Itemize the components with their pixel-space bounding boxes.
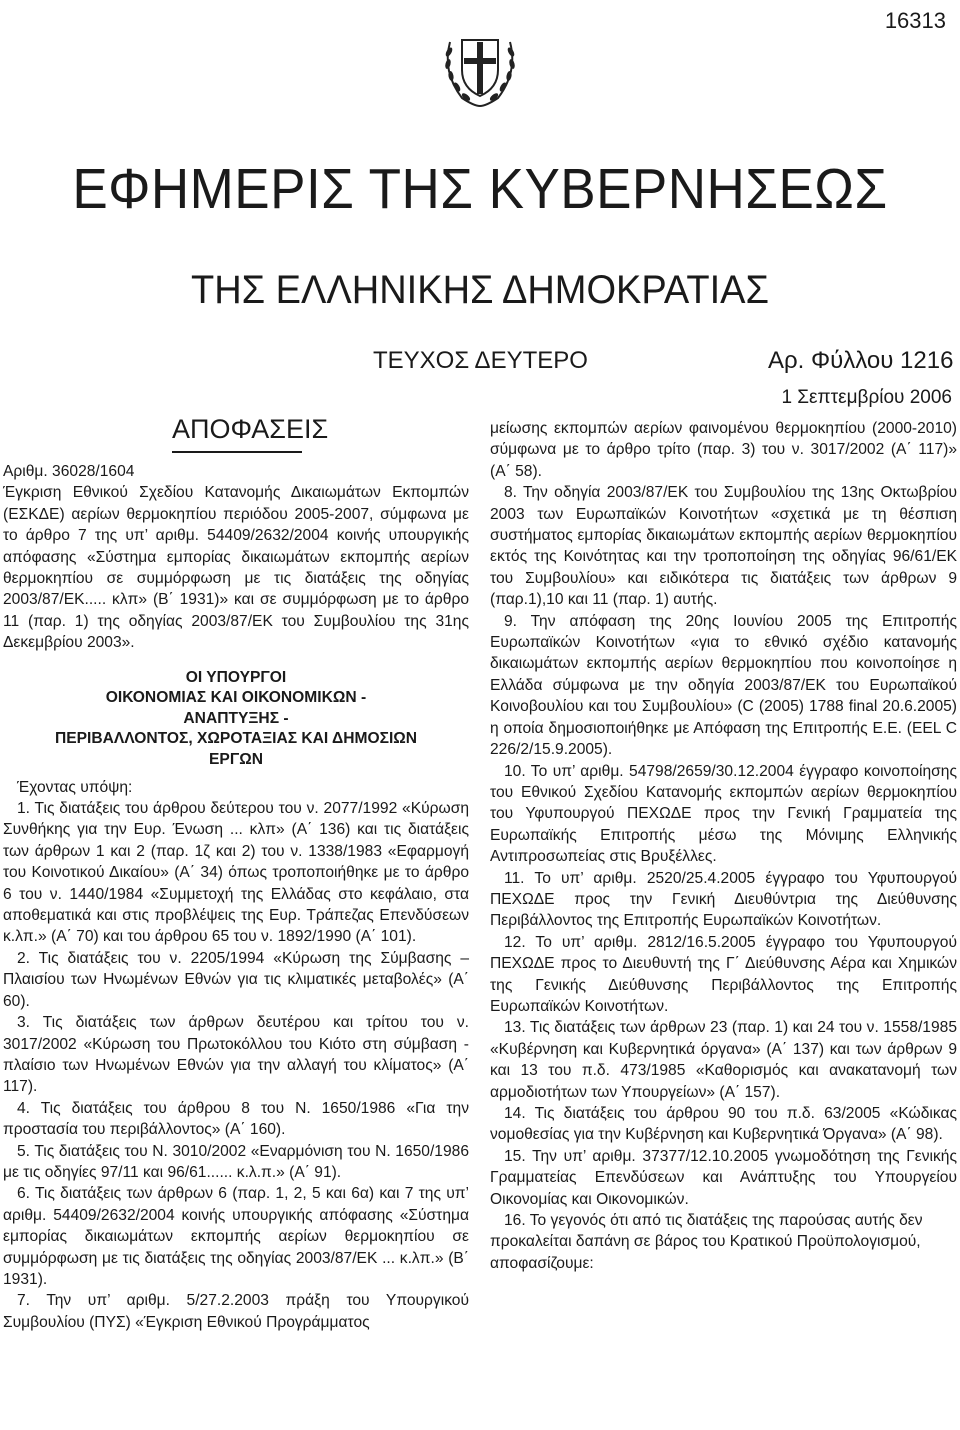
considering-label: Έχοντας υπόψη:	[17, 778, 133, 796]
right-column	[490, 418, 957, 1274]
decision-number: Αριθμ. 36028/1604	[3, 463, 135, 480]
left-column	[3, 461, 469, 1333]
considering-item: 6. Τις διατάξεις των άρθρων 6 (παρ. 1, 2, 5 και 6α) και 7 της υπ’ αριθμ. 54409/2632/2004 κοινής υπουργικής απόφασης «Σύστημα εμπορίας δικαιωμάτων εκπομπής αερίων θερμοκηπίου σε συμμόρφωση με τις διατάξεις της οδηγίας 2003/87/ΕΚ ... κ.λπ.» (Β΄ 1931).	[3, 1185, 469, 1288]
considering-item: 8. Την οδηγία 2003/87/ΕΚ του Συμβουλίου της 13ης Οκτωβρίου 2003 των Ευρωπαϊκών Κοινοτήτων «σχετικά με τη θέσπιση συστήματος εμπορίας δικαιωμάτων εκπομπής αερίων θερμοκηπίου εκτός της Κοινότητας και την τροποποίηση της οδηγίας 96/61/ΕΚ του Συμβουλίου» και ειδικότερα τις διατάξεις των άρθρων 9 (παρ.1),10 και 11 (παρ. 1) αυτής.	[490, 484, 957, 609]
considering-item: 7. Την υπ’ αριθμ. 5/27.2.2003 πράξη του Υπουργικού Συμβουλίου (ΠΥΣ) «Έγκριση Εθνικού Προγράμματος	[3, 1292, 469, 1331]
issue-date: 1 Σεπτεμβρίου 2006	[781, 387, 952, 408]
ministers-line: ΑΝΑΠΤΥΞΗΣ -	[183, 709, 289, 727]
ministers-line: ΠΕΡΙΒΑΛΛΟΝΤΟΣ, ΧΩΡΟΤΑΞΙΑΣ ΚΑΙ ΔΗΜΟΣΙΩΝ	[54, 730, 418, 748]
ministers-line: ΟΙ ΥΠΟΥΡΓΟΙ	[185, 668, 287, 686]
decision-title: Έγκριση Εθνικού Σχεδίου Κατανομής Δικαιωμάτων Εκπομπών (ΕΣΚΔΕ) αερίων θερμοκηπίου περιόδου 2005-2007, σύμφωνα με το άρθρο 7 της υπ’ αριθμ. 54409/2632/2004 κοινής υπουργικής απόφασης «Σύστημα εμπορίας δικαιωμάτων εκπομπής αερίων θερμοκηπίου σε συμμόρφωση με τις διατάξεις της οδηγίας 2003/87/ΕΚ..... κλπ» (Β΄ 1931)» και σε συμμόρφωση με το άρθρο 11 (παρ. 1) της οδηγίας 2003/87/ΕΚ του Συμβουλίου της 31ης Δεκεμβρίου 2003».	[3, 484, 469, 652]
considering-item: 5. Τις διατάξεις του Ν. 3010/2002 «Εναρμόνιση του Ν. 1650/1986 με τις οδηγίες 97/11 και 96/61...... κ.λ.π.» (Α΄ 91).	[3, 1142, 469, 1181]
considering-item: 3. Τις διατάξεις των άρθρων δευτέρου και τρίτου του ν. 3017/2002 «Κύρωση του Πρωτοκόλλου του Κιότο στη σύμβαση - πλαίσιο των Ηνωμένων Εθνών για την αλλαγή του κλίματος» (Α΄ 117).	[3, 1014, 469, 1096]
considering-item: 4. Τις διατάξεις του άρθρου 8 του Ν. 1650/1986 «Για την προστασία του περιβάλλοντος» (Α΄ 160).	[3, 1099, 469, 1139]
issue-series: ΤΕΥΧΟΣ ΔΕΥΤΕΡΟ	[373, 347, 588, 374]
considering-item: 16. Το γεγονός ότι από τις διατάξεις της παρούσας αυτής δεν προκαλείται δαπάνη σε βάρος του Κρατικού Προϋπολογισμού, αποφασίζουμε:	[490, 1212, 923, 1272]
ministers-block	[3, 668, 469, 771]
considering-item: 9. Την απόφαση της 20ης Ιουνίου 2005 της Επιτροπής Ευρωπαϊκών Κοινοτήτων «για το εθνικό σχέδιο κατανομής δικαιωμάτων εκπομπής αερίων θερμοκηπίου που κοινοποίησε η Ελλάδα σύμφωνα με την οδηγία 2003/87/ΕΚ του Ευρωπαϊκού Κοινοβουλίου και του Συμβουλίου» (C (2005) 1788 final 20.6.2005) η οποία δημοσιοποιήθηκε με Απόφαση της Επιτροπής Ε.Ε. (EEL C 226/2/15.9.2005).	[490, 612, 957, 759]
considering-item: 13. Τις διατάξεις των άρθρων 23 (παρ. 1) και 24 του ν. 1558/1985 «Κυβέρνηση και Κυβερνητικά όργανα» (Α΄ 137) και των άρθρων 9 και 13 του π.δ. 473/1985 «Καθορισμός και ανακατανομή των αρμοδιοτήτων των Υπουργείων» (Α΄ 157).	[490, 1019, 957, 1101]
considering-item: 2. Τις διατάξεις του ν. 2205/1994 «Κύρωση της Σύμβασης – Πλαισίου των Ηνωμένων Εθνών για τις κλιματικές μεταβολές» (Α΄ 60).	[3, 949, 469, 1010]
page-number: 16313	[884, 8, 946, 33]
masthead-subtitle: ΤΗΣ ΕΛΛΗΝΙΚΗΣ ΔΗΜΟΚΡΑΤΙΑΣ	[190, 268, 770, 312]
considering-item: 11. Το υπ’ αριθμ. 2520/25.4.2005 έγγραφο του Υφυπουργού ΠΕΧΩΔΕ προς την Γενική Διευθύντρια της Διεύθυνσης Περιβάλλοντος της Επιτροπής Ευρωπαϊκών Κοινοτήτων.	[490, 869, 957, 930]
section-heading: ΑΠΟΦΑΣΕΙΣ	[172, 414, 329, 444]
considering-item: 1. Τις διατάξεις του άρθρου δεύτερου του ν. 2077/1992 «Κύρωση Συνθήκης για την Ευρ. Ένωση ... κλπ» (Α΄ 136) και τις διατάξεις των άρθρων 1 και 2 (παρ. 1ζ και 2) του ν. 1338/1983 «Εφαρμογή του Κοινοτικού Δικαίου» (Α΄ 34) όπως τροποποιήθηκε με το άρθρο 6 του ν. 1440/1984 «Συμμετοχή της Ελλάδας στο κεφάλαιο, στα αποθεματικά και στις προβλέψεις της Ευρ. Τράπεζας Επενδύσεων κ.λπ.» (Α΄ 70) και του άρθρου 65 του ν. 1892/1990 (Α΄ 101).	[3, 800, 469, 946]
ministers-line: ΕΡΓΩΝ	[209, 751, 263, 769]
considering-item: 15. Την υπ’ αριθμ. 37377/12.10.2005 γνωμοδότηση της Γενικής Γραμματείας Επενδύσεων και Ανάπτυξης του Υπουργείου Οικονομίας και Οικονομικών.	[490, 1147, 957, 1208]
greek-coat-of-arms-icon	[430, 22, 530, 112]
ministers-line: ΟΙΚΟΝΟΜΙΑΣ ΚΑΙ ΟΙΚΟΝΟΜΙΚΩΝ -	[105, 689, 367, 707]
considering-item: μείωσης εκπομπών αερίων φαινομένου θερμοκηπίου (2000-2010) σύμφωνα με το άρθρο τρίτο (παρ. 3) του ν. 3017/2002 (Α΄ 117)» (Α΄ 58).	[490, 420, 957, 480]
issue-number: Αρ. Φύλλου 1216	[768, 347, 954, 374]
considering-item: 12. Το υπ’ αριθμ. 2812/16.5.2005 έγγραφο του Υφυπουργού ΠΕΧΩΔΕ προς το Διευθυντή της Γ΄ Διεύθυνσης Αέρα και Χημικών της Γενικής Διεύθυνσης Περιβάλλοντος της Επιτροπής Ευρωπαϊκών Κοινοτήτων.	[490, 933, 957, 1015]
considering-item: 10. Το υπ’ αριθμ. 54798/2659/30.12.2004 έγγραφο κοινοποίησης του Εθνικού Σχεδίου Κατανομής εκπομπών αερίων θερμοκηπίου του Υφυπουργού ΠΕΧΩΔΕ προς την Γενική Γραμματεία της Ευρωπαϊκής Επιτροπής μέσω της Μόνιμης Ελληνικής Αντιπροσωπείας στις Βρυξέλλες.	[490, 762, 957, 866]
section-divider	[172, 451, 302, 453]
considering-item: 14. Τις διατάξεις του άρθρου 90 του π.δ. 63/2005 «Κώδικας νομοθεσίας για την Κυβέρνηση και Κυβερνητικά Όργανα» (Α΄ 98).	[490, 1105, 957, 1144]
masthead-title: ΕΦΗΜΕΡΙΣ ΤΗΣ ΚΥΒΕΡΝΗΣΕΩΣ	[72, 157, 888, 221]
